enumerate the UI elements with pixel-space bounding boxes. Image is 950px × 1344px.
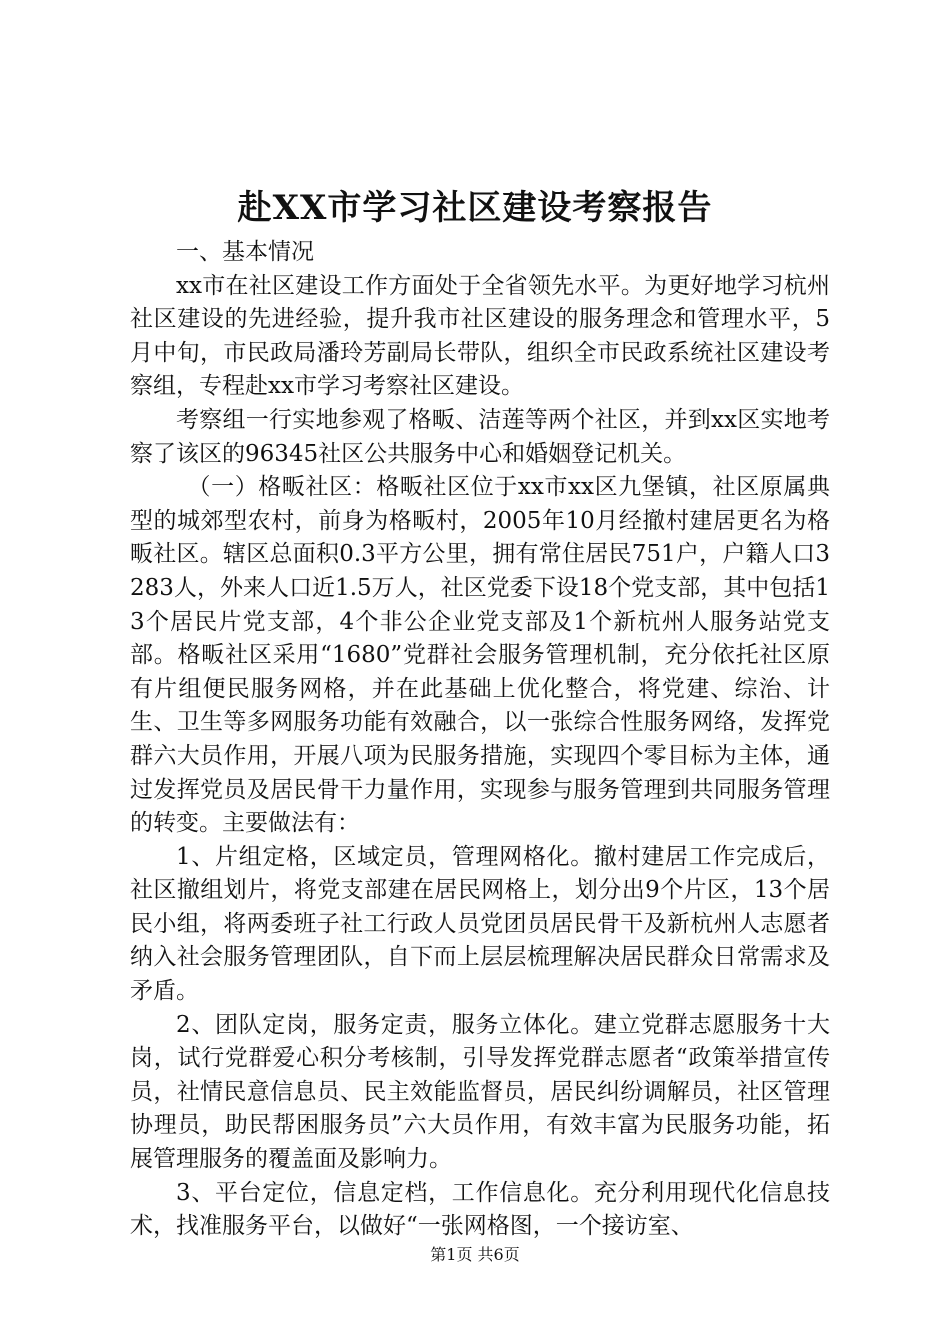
page-number-footer: 第1页 共6页	[430, 1245, 520, 1264]
paragraph-overview: xx市在社区建设工作方面处于全省领先水平。为更好地学习杭州社区建设的先进经验，提升我市社区建设的服务理念和管理水平，5月中旬，市民政局潘玲芳副局长带队，组织全市民政系统社区建设考察组，专程赴xx市学习考察社区建设。	[130, 272, 830, 400]
section-heading-basic-info: 一、基本情况	[176, 239, 314, 265]
paragraph-gefan-community: （一）格畈社区：格畈社区位于xx市xx区九堡镇，社区原属典型的城郊型农村，前身为格畈村，2005年10月经撤村建居更名为格畈社区。辖区总面积0.3平方公里，拥有常住居民751户，户籍人口3283人，外来人口近1.5万人，社区党委下设18个党支部，其中包括13个居民片党支部，4个非公企业党支部及1个新杭州人服务站党支部。格畈社区采用“1680”党群社会服务管理机制，充分依托社区原有片组便民服务网格，并在此基础上优化整合，将党建、综治、计生、卫生等多网服务功能有效融合，以一张综合性服务网络，发挥党群六大员作用，开展八项为民服务措施，实现四个零目标为主体，通过发挥党员及居民骨干力量作用，实现参与服务管理到共同服务管理的转变。主要做法有：	[130, 474, 830, 837]
document-title: 赴XX市学习社区建设考察报告	[237, 188, 713, 228]
paragraph-practice-2: 2、团队定岗，服务定责，服务立体化。建立党群志愿服务十大岗，试行党群爱心积分考核制，引导发挥党群志愿者“政策举措宣传员，社情民意信息员、民主效能监督员，居民纠纷调解员，社区管理协理员，助民帮困服务员”六大员作用，有效丰富为民服务功能，拓展管理服务的覆盖面及影响力。	[130, 1011, 830, 1173]
paragraph-practice-1: 1、片组定格，区域定员，管理网格化。撤村建居工作完成后，社区撤组划片，将党支部建在居民网格上，划分出9个片区，13个居民小组，将两委班子社工行政人员党团员居民骨干及新杭州人志愿者纳入社会服务管理团队，自下而上层层梳理解决居民群众日常需求及矛盾。	[130, 843, 830, 1005]
document-body	[130, 236, 830, 1244]
paragraph-visit: 考察组一行实地参观了格畈、洁莲等两个社区，并到xx区实地考察了该区的96345社区公共服务中心和婚姻登记机关。	[130, 406, 830, 467]
paragraph-practice-3: 3、平台定位，信息定档，工作信息化。充分利用现代化信息技术，找准服务平台，以做好“一张网格图，一个接访室、	[130, 1179, 830, 1240]
